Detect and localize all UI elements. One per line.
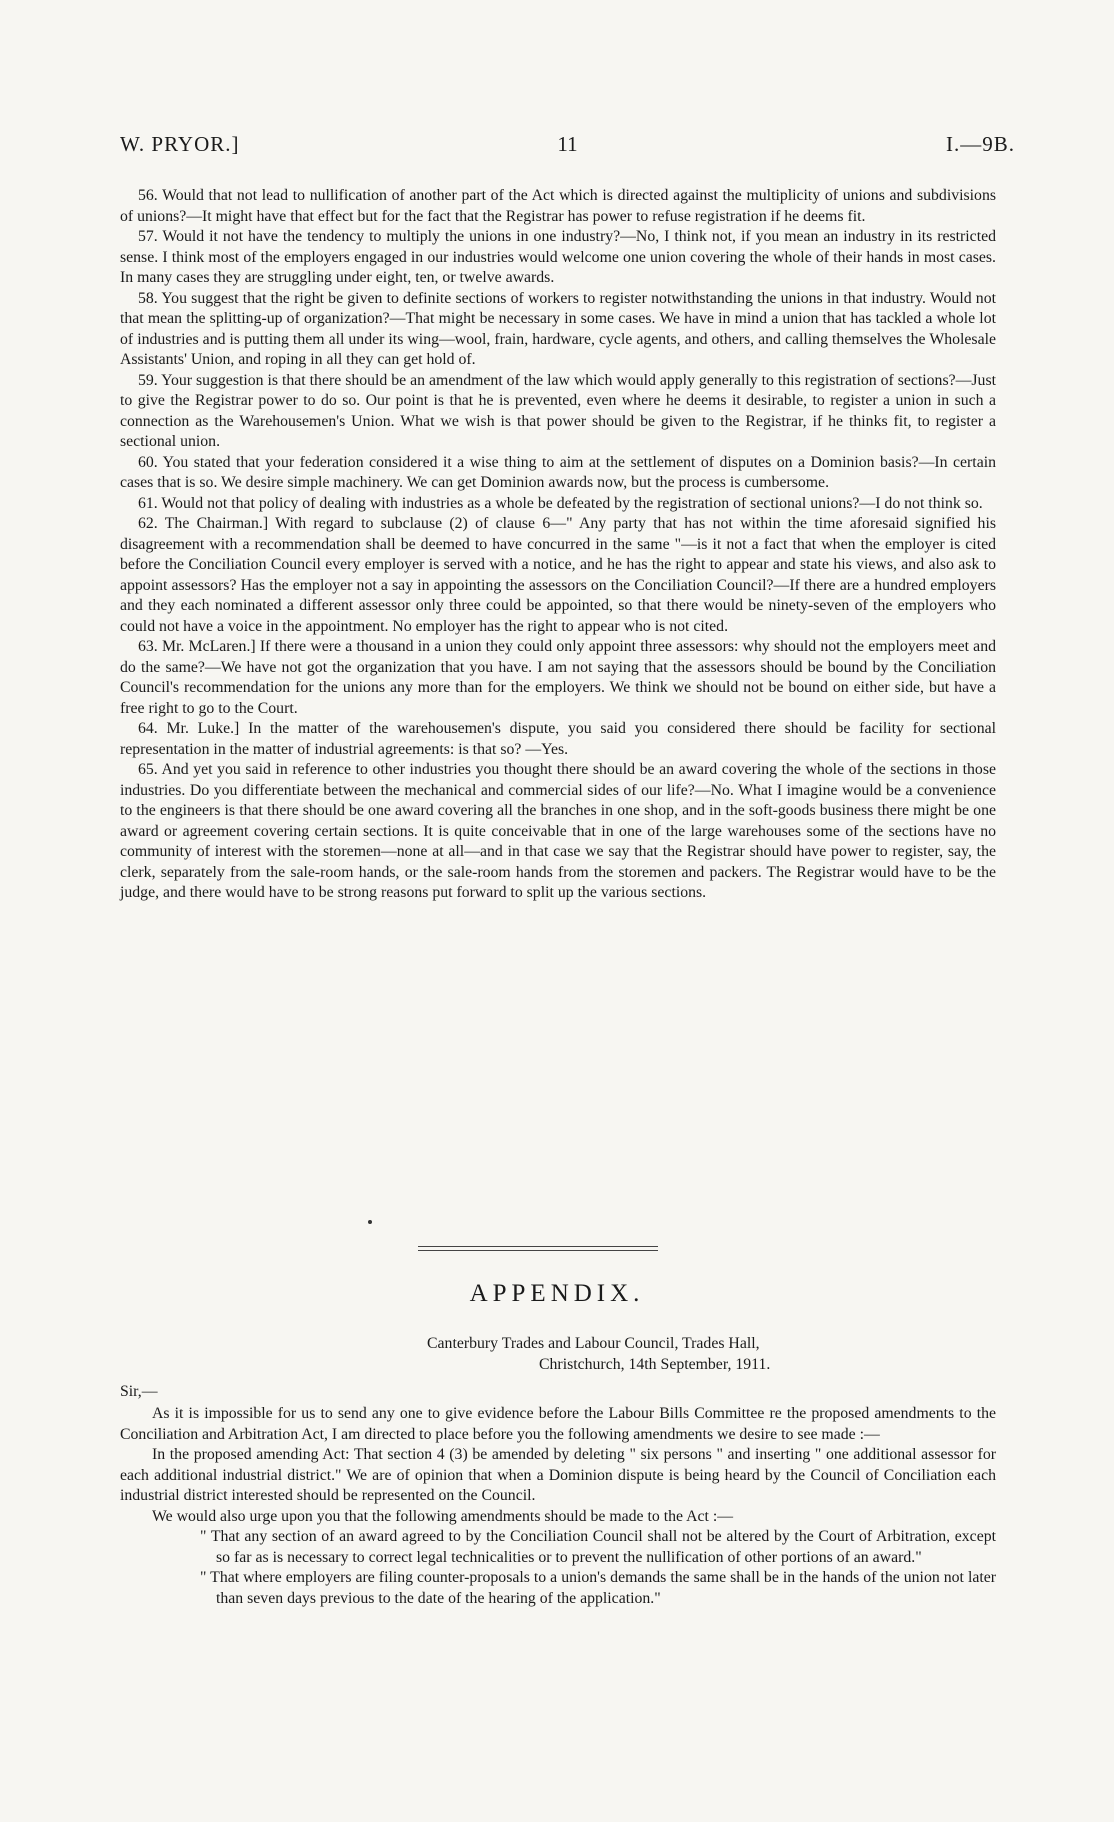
paragraph-58: 58. You suggest that the right be given to definite sections of workers to register notwithstanding the unions in that industry. Would not that mean the splitting-up of organization?—That might be necessary in some cases. We have in mind a union that has tackled a whole lot of industries and is putting them all under its wing—wool, frain, hardware, cycle agents, and others, and calling themselves the Wholesale Assistants' Union, and roping in all they can get hold of.	[120, 289, 996, 368]
paragraph-63: 63. Mr. McLaren.] If there were a thousand in a union they could only appoint three assessors: why should not the employers meet and do the same?—We have not got the organization that you have. I am not saying that the assessors should be bound by the Conciliation Council's recommendation for the unions any more than for the employers. We think we should not be bound on either side, but have a free right to go to the Court.	[120, 638, 996, 717]
paragraph-65: 65. And yet you said in reference to other industries you thought there should be an award covering the whole of the sections in those industries. Do you differentiate between the mechanical and commercial sides of our life?—No. What I imagine would be a convenience to the engineers is that there should be one award covering all the branches in one shop, and in the soft-goods business there might be one award or agreement covering certain sections. It is quite conceivable that in one of the large warehouses some of the sections have no community of interest with the storemen—none at all—and in that case we say that the Registrar should have power to register, say, the clerk, separately from the sale-room hands, or the sale-room hands from the storemen and packers. The Registrar would have to be the judge, and there would have to be strong reasons put forward to split up the various sections.	[120, 761, 996, 901]
section-divider	[418, 1246, 658, 1254]
evidence-text	[120, 186, 996, 904]
header-document-ref: I.—9B.	[946, 132, 1015, 156]
ink-dot	[368, 1220, 372, 1224]
salutation: Sir,—	[120, 1383, 158, 1400]
letter-paragraph: As it is impossible for us to send any one to give evidence before the Labour Bills Committee re the proposed amendments to the Conciliation and Arbitration Act, I am directed to place before you the following amendments we desire to see made :—	[120, 1405, 996, 1443]
paragraph-57: 57. Would it not have the tendency to multiply the unions in one industry?—No, I think not, if you mean an industry in its restricted sense. I think most of the employers engaged in our industries would welcome one union covering the whole of their hands in most cases. In many cases they are struggling under eight, ten, or twelve awards.	[120, 228, 996, 286]
paragraph-62: 62. The Chairman.] With regard to subclause (2) of clause 6—" Any party that has not within the time aforesaid signified his disagreement with a recommendation shall be deemed to have concurred in the same "—is it not a fact that when the employer is cited before the Conciliation Council every employer is served with a notice, and he has the right to appear and state his views, and also ask to appoint assessors? Has the employer not a say in appointing the assessors on the Conciliation Council?—If there are a hundred employers and they each nominated a different assessor only three could be appointed, so that there would be ninety-seven of the employers who could not have a voice in the appointment. No employer has the right to appear who is not cited.	[120, 515, 996, 635]
letter-body	[120, 1404, 996, 1609]
header-witness-name: W. PRYOR.]	[120, 132, 240, 156]
letter-paragraph: In the proposed amending Act: That section 4 (3) be amended by deleting " six persons " and inserting " one additional assessor for each additional industrial district." We are of opinion that when a Dominion dispute is being heard by the Council of Conciliation each industrial district interested should be represented on the Council.	[120, 1446, 996, 1504]
letter-quote: " That any section of an award agreed to by the Conciliation Council shall not be altered by the Court of Arbitration, except so far as is necessary to correct legal technicalities or to prevent the nullification of other portions of an award."	[200, 1528, 996, 1566]
paragraph-60: 60. You stated that your federation considered it a wise thing to aim at the settlement of disputes on a Dominion basis?—In certain cases that is so. We desire simple machinery. We can get Dominion awards now, but the process is cumbersome.	[120, 453, 996, 491]
paragraph-64: 64. Mr. Luke.] In the matter of the warehousemen's dispute, you said you considered there should be facility for sectional representation in the matter of industrial agreements: is that so? —Yes.	[120, 720, 996, 758]
paragraph-61: 61. Would not that policy of dealing with industries as a whole be defeated by the registration of sectional unions?—I do not think so.	[138, 494, 983, 512]
paragraph-59: 59. Your suggestion is that there should be an amendment of the law which would apply generally to this registration of sections?—Just to give the Registrar power to do so. Our point is that he is prevented, even where he deems it desirable, to register a union in such a connection as the Warehousemen's Union. What we wish is that power should be given to the Registrar, if he thinks fit, to register a sectional union.	[120, 371, 996, 450]
letter-quote: " That where employers are filing counter-proposals to a union's demands the same shall be in the hands of the union not later than seven days previous to the date of the hearing of the application."	[200, 1569, 996, 1607]
page-header	[120, 132, 1015, 162]
appendix-title: APPENDIX.	[469, 1280, 645, 1307]
letter-paragraph: We would also urge upon you that the following amendments should be made to the Act :—	[152, 1507, 734, 1525]
address-line-2: Christchurch, 14th September, 1911.	[539, 1355, 771, 1373]
letter-address	[120, 1334, 996, 1375]
page-number: 11	[557, 132, 578, 156]
address-line-1: Canterbury Trades and Labour Council, Trades Hall,	[427, 1335, 760, 1352]
paragraph-56: 56. Would that not lead to nullification of another part of the Act which is directed against the multiplicity of unions and subdivisions of unions?—It might have that effect but for the fact that the Registrar has power to refuse registration if he deems fit.	[120, 187, 996, 225]
